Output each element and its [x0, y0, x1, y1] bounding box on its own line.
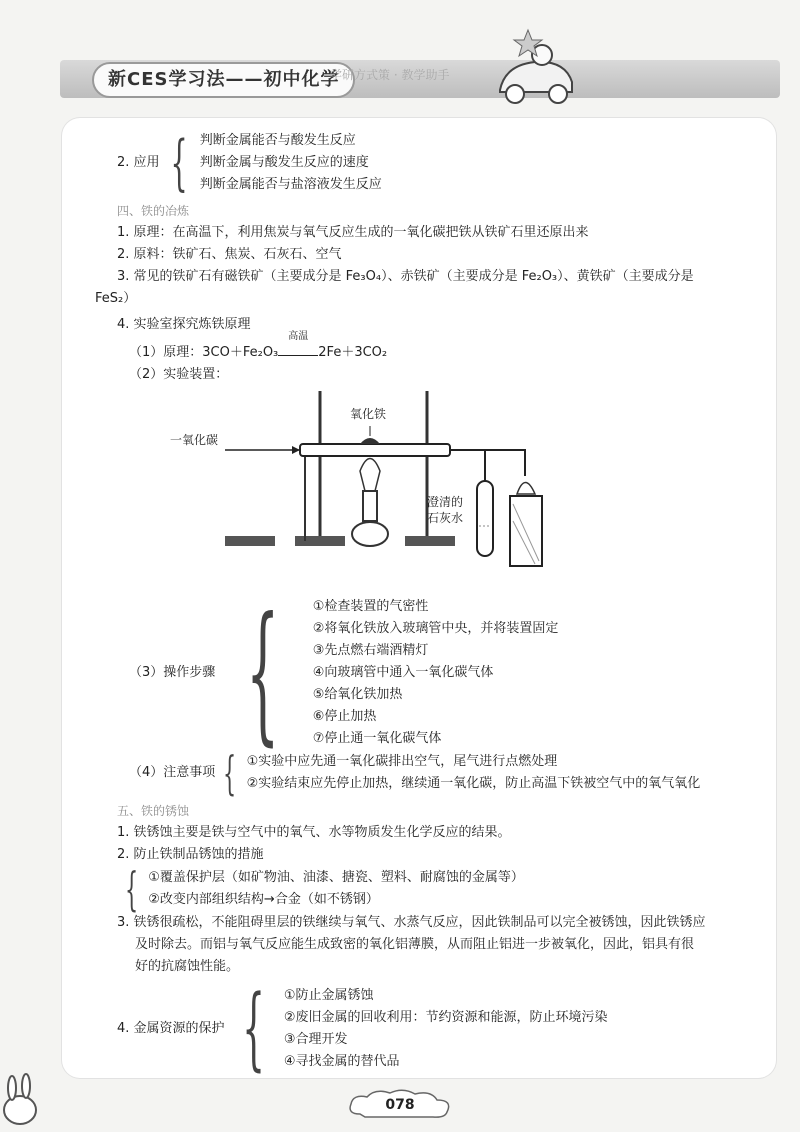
text-line: 4. 实验室探究炼铁原理: [117, 317, 251, 332]
measure-item: ①覆盖保护层（如矿物油、油漆、搪瓷、塑料、耐腐蚀的金属等）: [148, 870, 524, 885]
text-line: 3. 常见的铁矿石有磁铁矿（主要成分是 Fe₃O₄）、赤铁矿（主要成分是 Fe₂O₃）、黄铁矿（主要成分是: [117, 269, 694, 284]
outlet-tube: [450, 450, 485, 486]
glass-tube: [300, 444, 450, 456]
text-line: 1. 原理：在高温下，利用焦炭与氧气反应生成的一氧化碳把铁从铁矿石里还原出来: [117, 225, 589, 240]
text-line: 3. 铁锈很疏松，不能阻碍里层的铁继续与氧气、水蒸气反应，因此铁制品可以完全被锈蚀，因此铁锈应: [117, 915, 706, 930]
application-item: 判断金属能否与酸发生反应: [199, 133, 356, 148]
left-brace: {: [246, 586, 280, 760]
label-iron-oxide: 氧化铁: [350, 407, 387, 421]
left-brace: {: [125, 862, 139, 916]
label-limewater-2: 石灰水: [427, 511, 464, 525]
burner-tube: [363, 491, 377, 521]
equation-condition: 高温: [288, 331, 309, 342]
step-item: ⑤给氧化铁加热: [312, 687, 403, 702]
text-line: 2. 原料：铁矿石、焦炭、石灰石、空气: [117, 247, 342, 262]
equation-products: 2Fe＋3CO₂: [318, 345, 388, 360]
stand-base-left: [225, 536, 275, 546]
measures-group: [95, 862, 745, 916]
left-brace: {: [170, 128, 188, 198]
left-brace: {: [241, 976, 265, 1081]
equation-reactants: （1）原理：3CO＋Fe₂O₃: [129, 345, 279, 360]
step-item: ⑥停止加热: [312, 709, 377, 724]
application-label: 2. 应用: [117, 155, 160, 170]
step-item: ③先点燃右端酒精灯: [312, 643, 429, 658]
step-item: ②将氧化铁放入玻璃管中央，并将装置固定: [312, 621, 559, 636]
text-line: 好的抗腐蚀性能。: [135, 959, 240, 974]
step-item: ①检查装置的气密性: [312, 599, 429, 614]
tail-flame: [517, 483, 535, 495]
notes-label: （4）注意事项: [129, 765, 216, 780]
application-item: 判断金属能否与盐溶液发生反应: [199, 177, 382, 192]
text-line: FeS₂）: [95, 291, 137, 306]
step-item: ④向玻璃管中通入一氧化碳气体: [312, 665, 494, 680]
stand-base-left-2: [295, 536, 345, 546]
rabbit-doodle-icon: [0, 1070, 50, 1130]
page-number: 078: [385, 1097, 415, 1113]
label-limewater-1: 澄清的: [427, 495, 464, 509]
steps-label: （3）操作步骤: [129, 665, 216, 680]
notes-group: [95, 746, 745, 800]
protection-item: ②废旧金属的回收利用：节约资源和能源，防止环境污染: [283, 1010, 608, 1025]
section-heading: 四、铁的冶炼: [117, 204, 190, 218]
text-line: 2. 防止铁制品锈蚀的措施: [117, 847, 264, 862]
header-faded-text: 学研方式策 · 教学助手: [330, 68, 450, 82]
alcohol-burner: [352, 522, 388, 546]
section-heading: 五、铁的锈蚀: [117, 804, 190, 818]
text-line: 及时除去。而铝与氧气反应能生成致密的氧化铝薄膜，从而阻止铝进一步被氧化，因此，铝具有很: [135, 937, 695, 952]
measure-item: ②改变内部组织结构→合金（如不锈钢）: [148, 892, 379, 907]
protection-item: ①防止金属锈蚀: [283, 988, 374, 1003]
limewater-test-tube: [477, 481, 493, 556]
mascot-car-illustration: [480, 20, 590, 110]
left-brace: {: [223, 746, 237, 800]
page-content: [95, 128, 745, 1081]
application-item: 判断金属与酸发生反应的速度: [199, 155, 369, 170]
text-line: 1. 铁锈蚀主要是铁与空气中的氧气、水等物质发生化学反应的结果。: [117, 825, 511, 840]
stand-base-right: [405, 536, 455, 546]
apparatus-label: （2）实验装置：: [129, 367, 229, 382]
protection-group: [95, 976, 745, 1081]
label-co: 一氧化碳: [170, 433, 219, 447]
burner-flame: [360, 459, 380, 492]
protection-item: ④寻找金属的替代品: [283, 1054, 400, 1069]
tail-gas-burner: [510, 496, 542, 566]
note-item: ①实验中应先通一氧化碳排出空气，尾气进行点燃处理: [246, 754, 558, 769]
book-title: 新CES学习法——初中化学: [92, 62, 355, 98]
iron-oxide-sample: [360, 438, 380, 444]
operation-steps-group: [95, 586, 745, 760]
principle-equation: [95, 331, 745, 364]
step-item: ⑦停止通一氧化碳气体: [312, 731, 442, 746]
protection-item: ③合理开发: [283, 1032, 348, 1047]
note-item: ②实验结束应先停止加热，继续通一氧化碳，防止高温下铁被空气中的氧气氧化: [246, 776, 701, 791]
page-number-badge: [345, 1088, 455, 1122]
application-group: [95, 130, 745, 196]
protection-label: 4. 金属资源的保护: [117, 1021, 225, 1036]
lab-apparatus-diagram: [165, 386, 585, 586]
